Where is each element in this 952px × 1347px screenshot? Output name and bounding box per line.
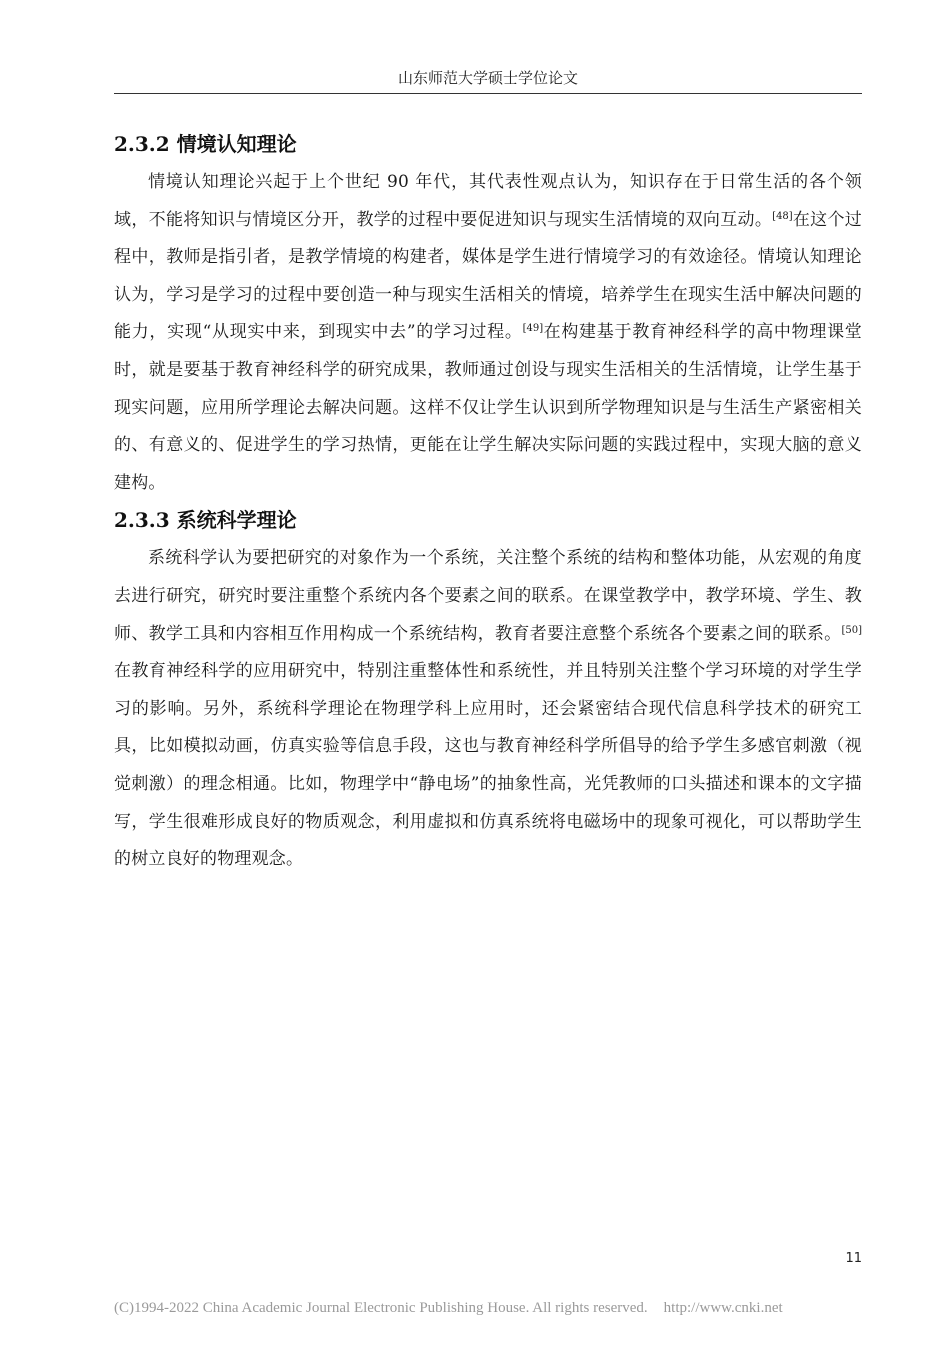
section-heading-2-3-2 <box>114 128 862 160</box>
paragraph-text: 在构建基于教育神经科学的高中物理课堂时，就是要基于教育神经科学的研究成果，教师通过创设与现实生活相关的生活情境，让学生基于现实问题，应用所学理论去解决问题。这样不仅让学生认识到所学物理知识是与生活生产紧密相关的、有意义的、促进学生的学习热情，更能在让学生解决实际问题的实践过程中，实现大脑的意义建构。 <box>114 322 862 493</box>
paragraph-text: 系统科学认为要把研究的对象作为一个系统，关注整个系统的结构和整体功能，从宏观的角度去进行研究，研究时要注重整个系统内各个要素之间的联系。在课堂教学中，教学环境、学生、教师、教学工具和内容相互作用构成一个系统结构，教育者要注意整个系统各个要素之间的联系。 <box>114 548 862 644</box>
paragraph-situated-cognition <box>114 164 862 502</box>
section-number: 2.3.2 <box>114 132 170 156</box>
section-title: 系统科学理论 <box>176 508 297 533</box>
paragraph-text: 情境认知理论兴起于上个世纪 90 年代，其代表性观点认为，知识存在于日常生活的各个领域，不能将知识与情境区分开，教学的过程中要促进知识与现实生活情境的双向互动。 <box>114 172 862 230</box>
copyright-notice <box>114 1300 874 1317</box>
section-heading-2-3-3 <box>114 504 862 536</box>
cnki-url: http://www.cnki.net <box>663 1300 783 1316</box>
citation-50: [50] <box>841 624 862 636</box>
header-rule <box>114 93 862 94</box>
copyright-text: (C)1994-2022 China Academic Journal Electronic Publishing House. All rights reserved. <box>114 1300 648 1316</box>
section-number: 2.3.3 <box>114 508 170 533</box>
citation-49: [49] <box>522 323 544 335</box>
paragraph-systems-science <box>114 540 862 878</box>
page-body <box>114 128 862 881</box>
paragraph-text: 在这个过程中，教师是指引者，是教学情境的构建者，媒体是学生进行情境学习的有效途径。情境认知理论认为，学习是学习的过程中要创造一种与现实生活相关的情境，培养学生在现实生活中解决问题的能力，实现“从现实中来，到现实中去”的学习过程。 <box>114 209 862 343</box>
section-title: 情境认知理论 <box>176 132 297 156</box>
page-number: 11 <box>845 1251 862 1266</box>
citation-48: [48] <box>772 210 793 222</box>
running-header: 山东师范大学硕士学位论文 <box>397 69 578 87</box>
paragraph-text: 在教育神经科学的应用研究中，特别注重整体性和系统性，并且特别关注整个学习环境的对学生学习的影响。另外，系统科学理论在物理学科上应用时，还会紧密结合现代信息科学技术的研究工具，比如模拟动画，仿真实验等信息手段，这也与教育神经科学所倡导的给予学生多感官刺激（视觉刺激）的理念相通。比如，物理学中“静电场”的抽象性高，光凭教师的口头描述和课本的文字描写，学生很难形成良好的物质观念，利用虚拟和仿真系统将电磁场中的现象可视化，可以帮助学生的树立良好的物理观念。 <box>114 661 862 870</box>
